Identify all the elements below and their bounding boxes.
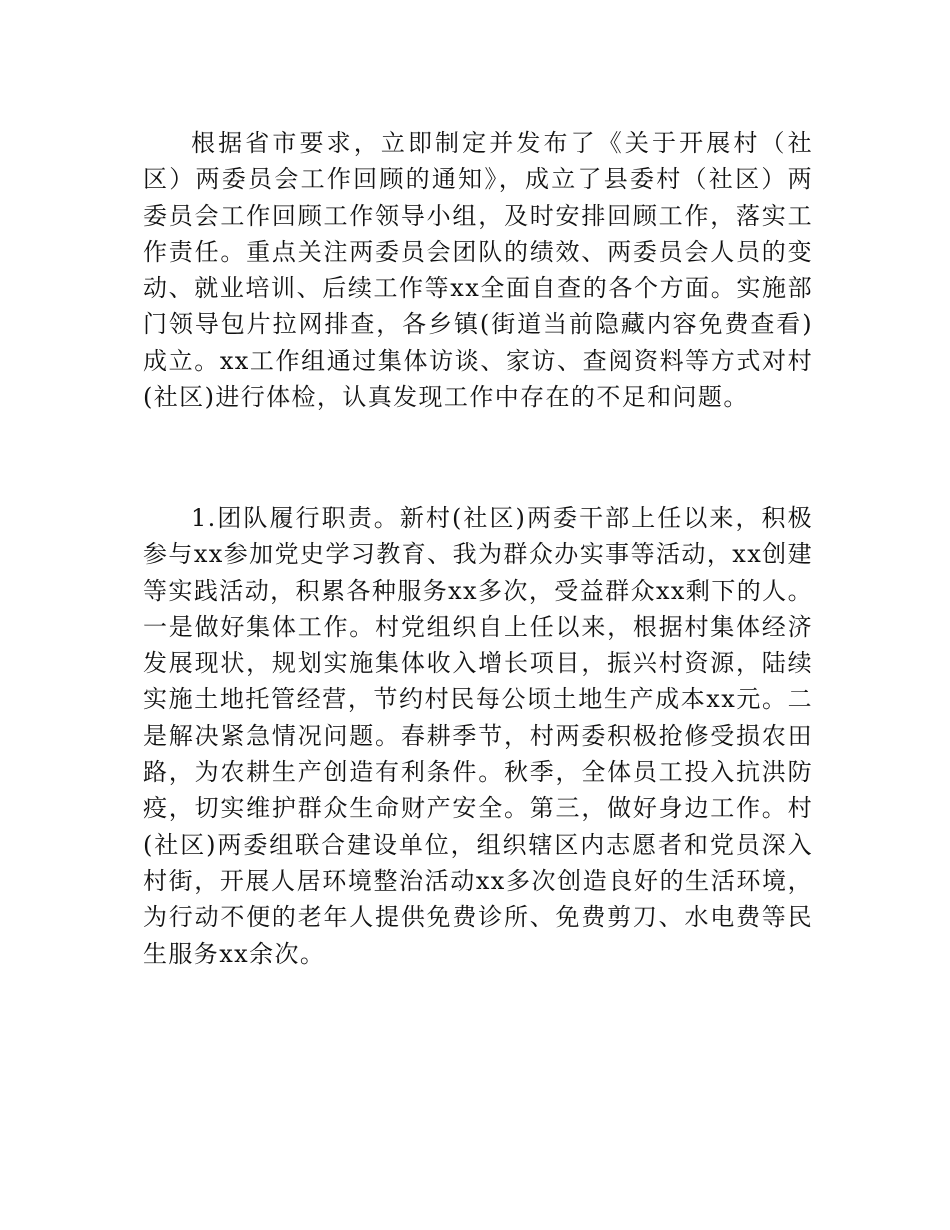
body-paragraph-team-duties: 1.团队履行职责。新村(社区)两委干部上任以来，积极参与xx参加党史学习教育、我为群众办实事等活动，xx创建等实践活动，积累各种服务xx多次，受益群众xx剩下的人。一是做好集体工作。村党组织自上任以来，根据村集体经济发展现状，规划实施集体收入增长项目，振兴村资源，陆续实施土地托管经营，节约村民每公顷土地生产成本xx元。二是解决紧急情况问题。春耕季节，村两委积极抢修受损农田路，为农耕生产创造有利条件。秋季，全体员工投入抗洪防疫，切实维护群众生命财产安全。第三，做好身边工作。村(社区)两委组联合建设单位，组织辖区内志愿者和党员深入村街，开展人居环境整治活动xx多次创造良好的生活环境，为行动不便的老年人提供免费诊所、免费剪刀、水电费等民生服务xx余次。 [143, 504, 813, 968]
body-paragraph-work-review: 根据省市要求，立即制定并发布了《关于开展村（社区）两委员会工作回顾的通知》，成立了县委村（社区）两委员会工作回顾工作领导小组，及时安排回顾工作，落实工作责任。重点关注两委员会团队的绩效、两委员会人员的变动、就业培训、后续工作等xx全面自查的各个方面。实施部门领导包片拉网排查，各乡镇(街道当前隐藏内容免费查看)成立。xx工作组通过集体访谈、家访、查阅资料等方式对村(社区)进行体检，认真发现工作中存在的不足和问题。 [143, 129, 813, 412]
